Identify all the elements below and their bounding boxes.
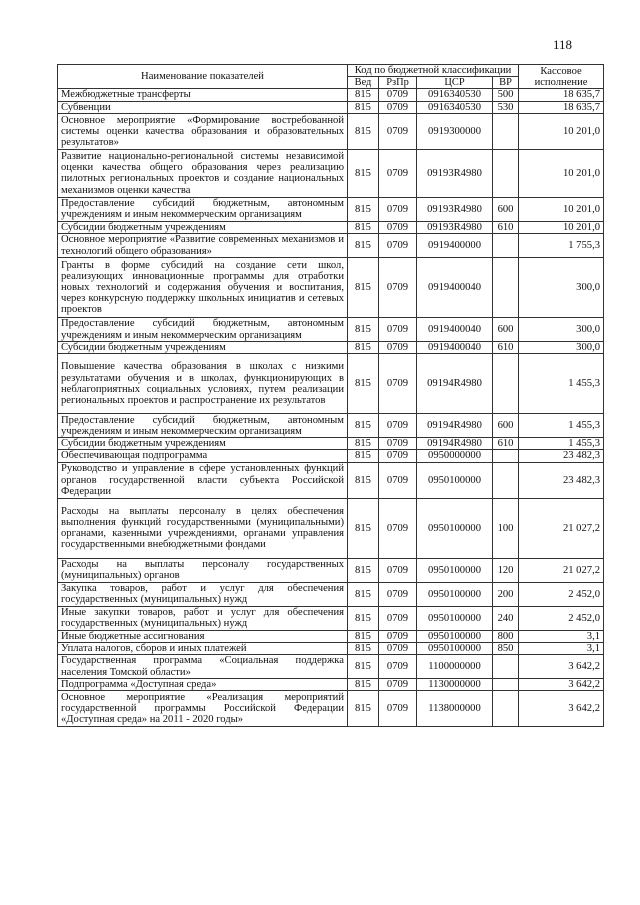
row-amount: 300,0 xyxy=(519,318,604,342)
row-rzpr: 0709 xyxy=(379,414,417,438)
row-rzpr: 0709 xyxy=(379,318,417,342)
row-amount: 1 455,3 xyxy=(519,354,604,414)
row-vr: 610 xyxy=(493,342,519,354)
row-amount: 18 635,7 xyxy=(519,89,604,101)
row-csr: 0919300000 xyxy=(417,113,493,149)
row-rzpr: 0709 xyxy=(379,438,417,450)
row-vr: 600 xyxy=(493,197,519,221)
row-rzpr: 0709 xyxy=(379,582,417,606)
row-vr xyxy=(493,258,519,318)
table-row xyxy=(58,197,604,221)
row-ved: 815 xyxy=(348,691,379,727)
row-name: Закупка товаров, работ и услуг для обеспечения государственных (муниципальных) нужд xyxy=(58,582,348,606)
row-vr: 500 xyxy=(493,89,519,101)
row-ved: 815 xyxy=(348,438,379,450)
row-amount: 10 201,0 xyxy=(519,221,604,233)
header-csr: ЦСР xyxy=(417,77,493,89)
row-vr xyxy=(493,462,519,498)
header-execution: Кассовое исполнение xyxy=(519,65,604,89)
header-ved: Вед xyxy=(348,77,379,89)
table-row xyxy=(58,438,604,450)
row-name: Предоставление субсидий бюджетным, автономным учреждениям и иным некоммерческим организациям xyxy=(58,197,348,221)
row-vr: 200 xyxy=(493,582,519,606)
row-csr: 0919400000 xyxy=(417,234,493,258)
row-vr: 610 xyxy=(493,221,519,233)
row-amount: 3 642,2 xyxy=(519,655,604,679)
row-amount: 1 755,3 xyxy=(519,234,604,258)
row-vr xyxy=(493,691,519,727)
page-number: 118 xyxy=(553,37,573,52)
header-rzpr: РзПр xyxy=(379,77,417,89)
row-ved: 815 xyxy=(348,258,379,318)
table-row xyxy=(58,606,604,630)
table-row xyxy=(58,691,604,727)
row-name: Руководство и управление в сфере установленных функций органов государственной власти субъекта Российской Федерации xyxy=(58,462,348,498)
row-name: Расходы на выплаты персоналу в целях обеспечения выполнения функций государственными (муниципальными) органами, казенными учреждениями, органами управления государственными внебюджетными фондами xyxy=(58,498,348,558)
row-name: Основное мероприятие «Формирование востребованной системы оценки качества образования и образовательных результатов» xyxy=(58,113,348,149)
header-vr: ВР xyxy=(493,77,519,89)
row-name: Иные закупки товаров, работ и услуг для обеспечения государственных (муниципальных) нужд xyxy=(58,606,348,630)
row-ved: 815 xyxy=(348,606,379,630)
row-rzpr: 0709 xyxy=(379,498,417,558)
row-name: Предоставление субсидий бюджетным, автономным учреждениям и иным некоммерческим организациям xyxy=(58,318,348,342)
row-csr: 09193R4980 xyxy=(417,149,493,197)
row-ved: 815 xyxy=(348,89,379,101)
table-row xyxy=(58,234,604,258)
row-amount: 10 201,0 xyxy=(519,197,604,221)
row-ved: 815 xyxy=(348,642,379,654)
table-row xyxy=(58,498,604,558)
row-amount: 3 642,2 xyxy=(519,691,604,727)
row-ved: 815 xyxy=(348,462,379,498)
row-ved: 815 xyxy=(348,113,379,149)
table-row xyxy=(58,101,604,113)
row-name: Подпрограмма «Доступная среда» xyxy=(58,679,348,691)
row-name: Обеспечивающая подпрограмма xyxy=(58,450,348,462)
row-name: Развитие национально-региональной системы независимой оценки качества общего образования через реализацию пилотных региональных проектов и создание национальных механизмов оценки качества xyxy=(58,149,348,197)
row-rzpr: 0709 xyxy=(379,462,417,498)
row-amount: 300,0 xyxy=(519,258,604,318)
row-amount: 2 452,0 xyxy=(519,582,604,606)
row-vr: 240 xyxy=(493,606,519,630)
row-vr xyxy=(493,354,519,414)
row-vr: 600 xyxy=(493,414,519,438)
table-row xyxy=(58,354,604,414)
row-vr: 530 xyxy=(493,101,519,113)
row-csr: 0950100000 xyxy=(417,498,493,558)
row-ved: 815 xyxy=(348,450,379,462)
row-rzpr: 0709 xyxy=(379,234,417,258)
row-ved: 815 xyxy=(348,655,379,679)
row-rzpr: 0709 xyxy=(379,630,417,642)
table-row xyxy=(58,450,604,462)
row-csr: 0919400040 xyxy=(417,318,493,342)
table-row xyxy=(58,630,604,642)
table-row xyxy=(58,679,604,691)
row-name: Гранты в форме субсидий на создание сети школ, реализующих инновационные программы для отработки новых технологий и содержания обучения и воспитания, через конкурсную поддержку школьных инициатив и сетевых проектов xyxy=(58,258,348,318)
row-rzpr: 0709 xyxy=(379,450,417,462)
row-ved: 815 xyxy=(348,498,379,558)
row-rzpr: 0709 xyxy=(379,655,417,679)
row-ved: 815 xyxy=(348,679,379,691)
row-vr xyxy=(493,655,519,679)
row-rzpr: 0709 xyxy=(379,679,417,691)
header-name: Наименование показателей xyxy=(58,65,348,89)
row-rzpr: 0709 xyxy=(379,197,417,221)
row-vr: 100 xyxy=(493,498,519,558)
row-ved: 815 xyxy=(348,221,379,233)
row-name: Повышение качества образования в школах с низкими результатами обучения и в школах, функционирующих в неблагоприятных социальных условиях, путем реализации региональных проектов и распространение их результатов xyxy=(58,354,348,414)
row-ved: 815 xyxy=(348,197,379,221)
table-body xyxy=(58,89,604,727)
row-csr: 0950100000 xyxy=(417,582,493,606)
row-rzpr: 0709 xyxy=(379,101,417,113)
row-amount: 18 635,7 xyxy=(519,101,604,113)
row-amount: 21 027,2 xyxy=(519,558,604,582)
row-vr xyxy=(493,113,519,149)
row-rzpr: 0709 xyxy=(379,354,417,414)
row-csr: 1130000000 xyxy=(417,679,493,691)
row-csr: 09193R4980 xyxy=(417,197,493,221)
row-csr: 0916340530 xyxy=(417,101,493,113)
table-row xyxy=(58,342,604,354)
row-amount: 23 482,3 xyxy=(519,450,604,462)
row-rzpr: 0709 xyxy=(379,342,417,354)
row-rzpr: 0709 xyxy=(379,558,417,582)
row-amount: 3 642,2 xyxy=(519,679,604,691)
table-row xyxy=(58,149,604,197)
row-rzpr: 0709 xyxy=(379,258,417,318)
table-row xyxy=(58,113,604,149)
row-ved: 815 xyxy=(348,630,379,642)
row-ved: 815 xyxy=(348,149,379,197)
row-csr: 0916340530 xyxy=(417,89,493,101)
row-csr: 0950100000 xyxy=(417,558,493,582)
row-name: Предоставление субсидий бюджетным, автономным учреждениям и иным некоммерческим организациям xyxy=(58,414,348,438)
row-ved: 815 xyxy=(348,234,379,258)
row-vr xyxy=(493,450,519,462)
row-csr: 1138000000 xyxy=(417,691,493,727)
row-ved: 815 xyxy=(348,354,379,414)
table-row xyxy=(58,582,604,606)
row-rzpr: 0709 xyxy=(379,149,417,197)
row-name: Государственная программа «Социальная поддержка населения Томской области» xyxy=(58,655,348,679)
row-name: Основное мероприятие «Реализация мероприятий государственной программы Российской Федерации «Доступная среда» на 2011 - 2020 годы» xyxy=(58,691,348,727)
row-name: Расходы на выплаты персоналу государственных (муниципальных) органов xyxy=(58,558,348,582)
row-rzpr: 0709 xyxy=(379,113,417,149)
row-csr: 09193R4980 xyxy=(417,221,493,233)
row-vr: 610 xyxy=(493,438,519,450)
row-csr: 0950100000 xyxy=(417,606,493,630)
row-csr: 09194R4980 xyxy=(417,438,493,450)
row-vr xyxy=(493,679,519,691)
row-rzpr: 0709 xyxy=(379,642,417,654)
table-row xyxy=(58,221,604,233)
row-ved: 815 xyxy=(348,318,379,342)
row-amount: 10 201,0 xyxy=(519,113,604,149)
row-name: Субсидии бюджетным учреждениям xyxy=(58,438,348,450)
row-csr: 0919400040 xyxy=(417,342,493,354)
row-csr: 0950000000 xyxy=(417,450,493,462)
row-csr: 09194R4980 xyxy=(417,354,493,414)
table-row xyxy=(58,414,604,438)
row-amount: 300,0 xyxy=(519,342,604,354)
row-name: Межбюджетные трансферты xyxy=(58,89,348,101)
row-vr: 120 xyxy=(493,558,519,582)
header-code-group: Код по бюджетной классификации xyxy=(348,65,519,77)
row-rzpr: 0709 xyxy=(379,691,417,727)
row-amount: 1 455,3 xyxy=(519,438,604,450)
row-name: Уплата налогов, сборов и иных платежей xyxy=(58,642,348,654)
row-amount: 3,1 xyxy=(519,630,604,642)
row-ved: 815 xyxy=(348,101,379,113)
row-csr: 09194R4980 xyxy=(417,414,493,438)
table-header xyxy=(58,65,604,89)
row-amount: 2 452,0 xyxy=(519,606,604,630)
row-vr: 850 xyxy=(493,642,519,654)
row-ved: 815 xyxy=(348,414,379,438)
row-csr: 0950100000 xyxy=(417,630,493,642)
table-row xyxy=(58,655,604,679)
row-amount: 23 482,3 xyxy=(519,462,604,498)
row-vr xyxy=(493,234,519,258)
row-rzpr: 0709 xyxy=(379,606,417,630)
row-name: Основное мероприятие «Развитие современных механизмов и технологий общего образования» xyxy=(58,234,348,258)
row-rzpr: 0709 xyxy=(379,221,417,233)
budget-table xyxy=(57,64,604,727)
row-csr: 0950100000 xyxy=(417,642,493,654)
row-vr: 800 xyxy=(493,630,519,642)
row-csr: 0919400040 xyxy=(417,258,493,318)
row-amount: 10 201,0 xyxy=(519,149,604,197)
row-name: Субсидии бюджетным учреждениям xyxy=(58,221,348,233)
row-amount: 21 027,2 xyxy=(519,498,604,558)
row-vr: 600 xyxy=(493,318,519,342)
row-csr: 1100000000 xyxy=(417,655,493,679)
row-csr: 0950100000 xyxy=(417,462,493,498)
table-row xyxy=(58,258,604,318)
row-rzpr: 0709 xyxy=(379,89,417,101)
table-row xyxy=(58,462,604,498)
row-vr xyxy=(493,149,519,197)
table-row xyxy=(58,318,604,342)
row-ved: 815 xyxy=(348,582,379,606)
table-row xyxy=(58,558,604,582)
table-row xyxy=(58,89,604,101)
row-name: Субвенции xyxy=(58,101,348,113)
row-amount: 1 455,3 xyxy=(519,414,604,438)
row-name: Иные бюджетные ассигнования xyxy=(58,630,348,642)
row-ved: 815 xyxy=(348,558,379,582)
row-ved: 815 xyxy=(348,342,379,354)
row-amount: 3,1 xyxy=(519,642,604,654)
table-row xyxy=(58,642,604,654)
row-name: Субсидии бюджетным учреждениям xyxy=(58,342,348,354)
